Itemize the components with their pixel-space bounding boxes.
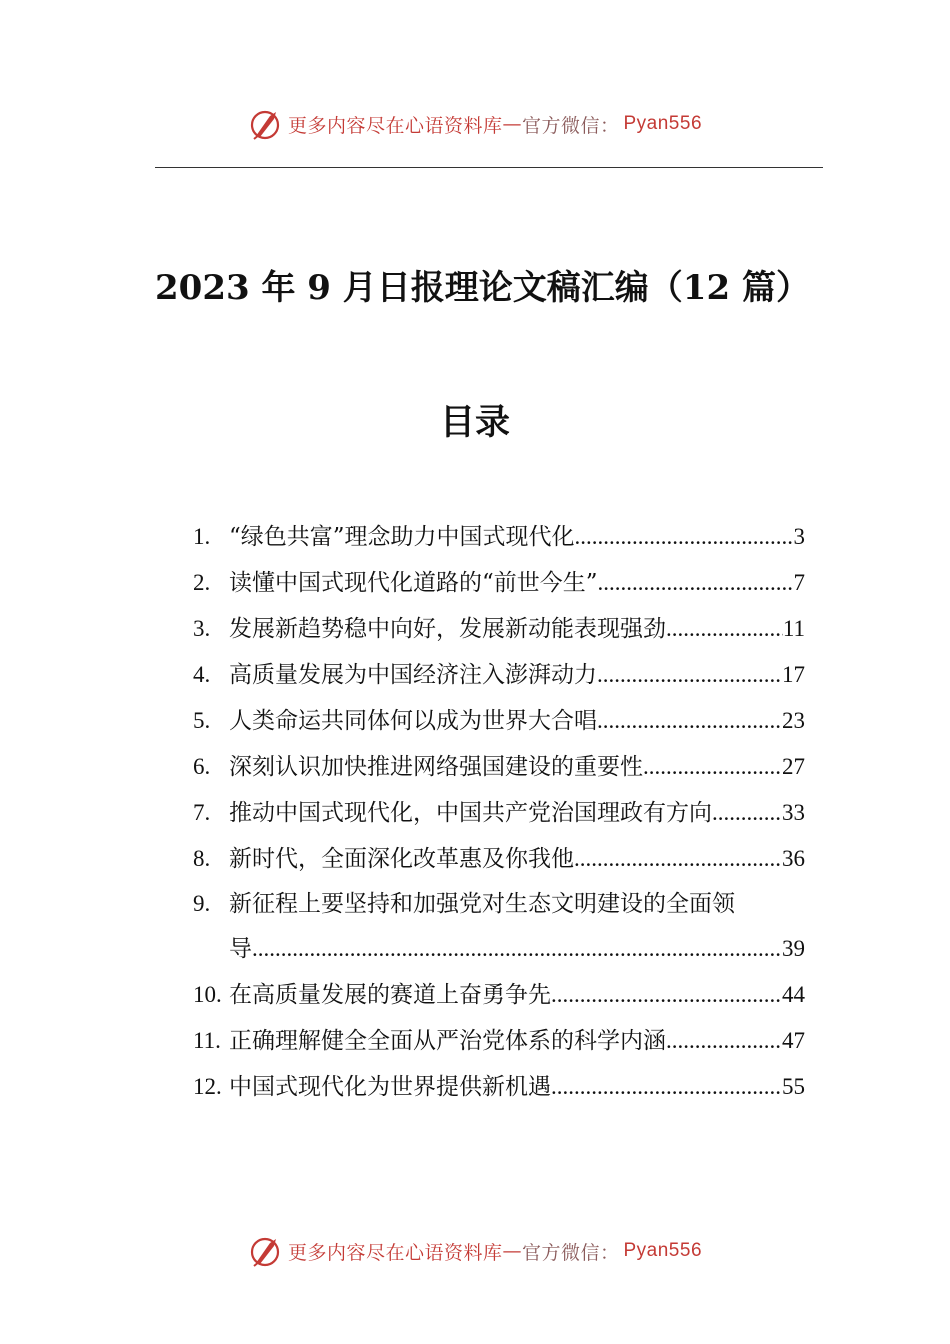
toc-leader — [551, 1064, 782, 1110]
toc-page: 55 — [782, 1074, 805, 1099]
banner-wechat-id: Pyan556 — [623, 113, 703, 134]
toc-entry[interactable] — [193, 514, 805, 560]
toc-number: 7. — [193, 800, 211, 825]
toc-leader — [597, 698, 782, 744]
toc-title: 新时代，全面深化改革惠及你我他 — [229, 846, 574, 872]
toc-entry[interactable] — [193, 1064, 805, 1110]
toc-title: 发展新趋势稳中向好，发展新动能表现强劲 — [229, 616, 666, 642]
toc-entry[interactable] — [193, 1018, 805, 1064]
pen-nib-icon — [248, 1233, 284, 1269]
toc-page: 27 — [782, 754, 805, 779]
toc-page: 33 — [782, 800, 805, 825]
document-title: 2023 年 9 月日报理论文稿汇编（12 篇） — [155, 268, 810, 308]
toc-entry[interactable] — [193, 606, 805, 652]
toc-page: 47 — [782, 1028, 805, 1053]
toc-entry[interactable] — [193, 560, 805, 606]
toc-number: 6. — [193, 754, 211, 779]
banner-text: 更多内容尽在心语资料库 — [287, 1241, 503, 1264]
toc-leader — [574, 836, 782, 882]
banner-separator: — — [502, 1240, 522, 1262]
table-of-contents — [193, 514, 805, 1110]
toc-entry[interactable] — [193, 972, 805, 1018]
toc-title: 正确理解健全全面从严治党体系的科学内涵 — [229, 1028, 666, 1054]
banner-wechat-label: 官方微信： — [521, 114, 620, 137]
toc-page: 3 — [793, 524, 805, 549]
header-banner — [0, 106, 950, 142]
toc-number: 4. — [193, 662, 211, 687]
banner-wechat-label: 官方微信： — [521, 1241, 620, 1264]
toc-page: 11 — [782, 616, 805, 641]
toc-leader — [597, 652, 782, 698]
toc-title: 深刻认识加快推进网络强国建设的重要性 — [229, 754, 643, 780]
toc-number: 5. — [193, 708, 211, 733]
toc-title: 高质量发展为中国经济注入澎湃动力 — [229, 662, 597, 688]
toc-leader — [551, 972, 782, 1018]
toc-leader — [666, 606, 783, 652]
pen-nib-icon — [248, 106, 284, 142]
toc-number: 2. — [193, 570, 211, 595]
toc-title: 在高质量发展的赛道上奋勇争先 — [229, 982, 551, 1008]
toc-number: 10. — [193, 982, 222, 1007]
toc-title: 推动中国式现代化，中国共产党治国理政有方向 — [229, 800, 712, 826]
banner-text: 更多内容尽在心语资料库 — [287, 114, 503, 137]
toc-entry[interactable] — [193, 836, 805, 882]
toc-page: 7 — [793, 570, 805, 595]
toc-leader — [575, 514, 794, 560]
banner-wechat-id: Pyan556 — [623, 1240, 703, 1261]
toc-number: 8. — [193, 846, 211, 871]
toc-number: 12. — [193, 1074, 222, 1099]
toc-page: 23 — [782, 708, 805, 733]
footer-banner — [0, 1233, 950, 1269]
toc-title: 读懂中国式现代化道路的“前世今生” — [229, 570, 598, 596]
toc-page: 44 — [782, 982, 805, 1007]
toc-entry[interactable] — [193, 882, 805, 972]
toc-entry[interactable] — [193, 790, 805, 836]
toc-number: 9. — [193, 891, 211, 916]
toc-title-line2: 导 — [229, 936, 252, 962]
toc-entry[interactable] — [193, 698, 805, 744]
toc-leader — [252, 926, 782, 972]
toc-page: 17 — [782, 662, 805, 687]
toc-title: 中国式现代化为世界提供新机遇 — [229, 1074, 551, 1100]
toc-page: 36 — [782, 846, 805, 871]
toc-title: 人类命运共同体何以成为世界大合唱 — [229, 708, 597, 734]
toc-leader — [666, 1018, 782, 1064]
toc-number: 1. — [193, 524, 211, 549]
toc-leader — [598, 560, 794, 606]
toc-number: 3. — [193, 616, 211, 641]
toc-number: 11. — [193, 1028, 221, 1053]
toc-entry[interactable] — [193, 652, 805, 698]
toc-title-line1: 新征程上要坚持和加强党对生态文明建设的全面领 — [229, 891, 735, 917]
toc-entry[interactable] — [193, 744, 805, 790]
toc-heading: 目录 — [439, 402, 510, 443]
banner-separator: — — [502, 113, 522, 135]
toc-title: “绿色共富”理念助力中国式现代化 — [229, 524, 575, 550]
header-divider — [155, 167, 823, 168]
toc-leader — [643, 744, 782, 790]
toc-leader — [712, 790, 782, 836]
toc-page: 39 — [782, 936, 805, 961]
